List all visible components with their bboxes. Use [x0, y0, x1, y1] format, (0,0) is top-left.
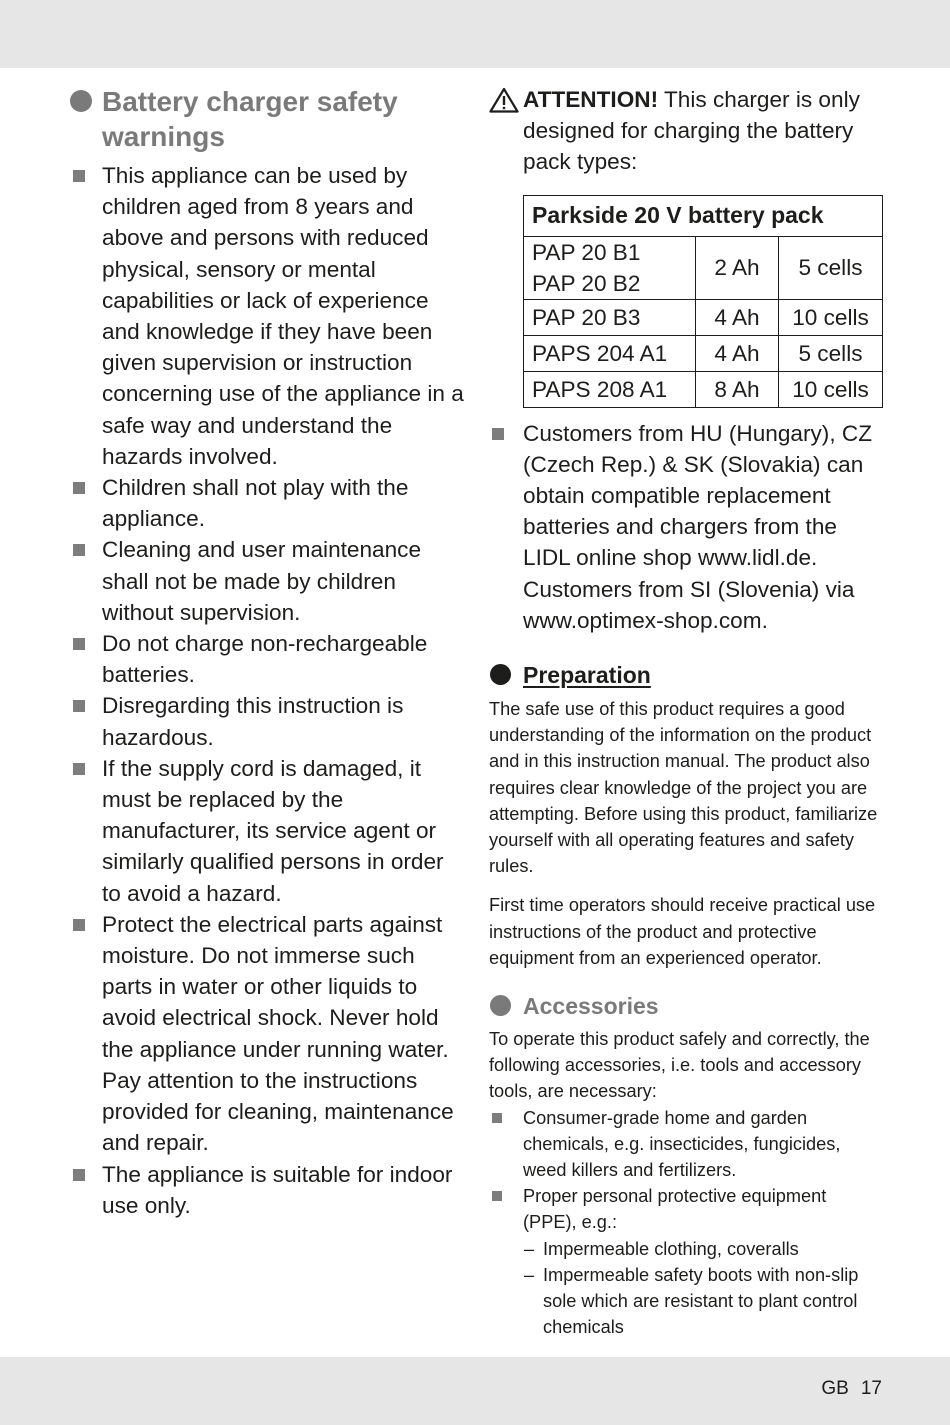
- square-bullet-icon: [73, 1169, 85, 1181]
- list-item: Disregarding this instruction is hazardous.: [70, 690, 465, 752]
- bullet-dot-icon: [490, 995, 511, 1016]
- square-bullet-icon: [492, 428, 504, 440]
- table-cell-capacity: 4 Ah: [696, 335, 779, 371]
- heading-text: Battery charger safety warnings: [102, 86, 398, 152]
- list-item: Do not charge non-rechargeable batteries.: [70, 628, 465, 690]
- language-code: GB: [821, 1378, 849, 1399]
- table-row: [524, 371, 883, 407]
- section-heading-safety-warnings: [70, 84, 465, 154]
- list-item: If the supply cord is damaged, it must be replaced by the manufacturer, its service agent or similarly qualified persons in order to avoid a hazard.: [70, 753, 465, 909]
- table-cell-capacity: 4 Ah: [696, 299, 779, 335]
- square-bullet-icon: [492, 1191, 502, 1201]
- section-heading-accessories: Accessories: [489, 991, 884, 1021]
- table-row: [524, 299, 883, 335]
- table-header: Parkside 20 V battery pack: [524, 195, 883, 236]
- table-cell-model: PAPS 208 A1: [524, 371, 696, 407]
- safety-warning-list: [70, 160, 465, 1221]
- table-cell-model: PAP 20 B1 PAP 20 B2: [524, 236, 696, 299]
- page-number: 17: [860, 1378, 882, 1399]
- sub-list-item: – Impermeable safety boots with non-slip sole which are resistant to plant control chemicals: [523, 1262, 884, 1341]
- table-cell-cells: 10 cells: [779, 299, 883, 335]
- square-bullet-icon: [73, 919, 85, 931]
- table-row: [524, 335, 883, 371]
- square-bullet-icon: [73, 700, 85, 712]
- page-footer: [809, 1378, 882, 1400]
- list-item: Children shall not play with the appliance.: [70, 472, 465, 534]
- table-cell-capacity: 8 Ah: [696, 371, 779, 407]
- top-band: [0, 0, 950, 68]
- battery-pack-table: [523, 195, 883, 408]
- bullet-dot-icon: [490, 664, 511, 685]
- customers-note-list: [489, 418, 884, 636]
- preparation-paragraph-2: First time operators should receive practical use instructions of the product and protective equipment from an experienced operator.: [489, 895, 876, 968]
- square-bullet-icon: [73, 170, 85, 182]
- table-cell-cells: 5 cells: [779, 335, 883, 371]
- list-item: This appliance can be used by children aged from 8 years and above and persons with reduced physical, sensory or mental capabilities or lack of experience and knowledge if they have been given supervision or instruction concerning use of the appliance in a safe way and understand the hazards involved.: [70, 160, 465, 472]
- table-cell-model: PAPS 204 A1: [524, 335, 696, 371]
- accessories-list: [489, 1105, 884, 1341]
- sub-list-item: – Impermeable clothing, coveralls: [523, 1236, 884, 1262]
- preparation-paragraph-1: The safe use of this product requires a good understanding of the information on the product and in this instruction manual. The product also requires clear knowledge of the project you are attempting. Before using this product, familiarize yourself with all operating features and safety rules.: [489, 699, 878, 877]
- attention-text: This charger is only designed for charging the battery pack types:: [523, 87, 860, 175]
- table-header-row: [524, 195, 883, 236]
- dash-icon: –: [524, 1264, 535, 1285]
- table-cell-model: PAP 20 B3: [524, 299, 696, 335]
- square-bullet-icon: [492, 1113, 502, 1123]
- right-column: [489, 84, 884, 1341]
- dash-icon: –: [524, 1238, 535, 1259]
- square-bullet-icon: [73, 638, 85, 650]
- left-column: [70, 84, 465, 1221]
- list-item: Consumer-grade home and garden chemicals, e.g. insecticides, fungicides, weed killers and fertilizers.: [489, 1105, 884, 1184]
- ppe-sub-list: [523, 1236, 884, 1341]
- table-row: [524, 236, 883, 299]
- list-item: Customers from HU (Hungary), CZ (Czech Rep.) & SK (Slovakia) can obtain compatible replacement batteries and chargers from the LIDL online shop www.lidl.de. Customers from SI (Slovenia) via www.optimex-shop.com.: [489, 418, 884, 636]
- bullet-dot-icon: [70, 90, 92, 112]
- attention-label: ATTENTION!: [523, 87, 659, 112]
- section-heading-preparation: Preparation: [489, 660, 884, 690]
- accessories-intro: To operate this product safely and correctly, the following accessories, i.e. tools and accessory tools, are necessary:: [489, 1029, 870, 1102]
- bottom-band: [0, 1357, 950, 1425]
- list-item: Proper personal protective equipment (PPE), e.g.: – Impermeable clothing, coveralls – Impermeable safety boots with non-slip sole which are resistant to plant control chemicals: [489, 1183, 884, 1340]
- table-cell-capacity: 2 Ah: [696, 236, 779, 299]
- square-bullet-icon: [73, 482, 85, 494]
- warning-triangle-icon: [489, 87, 519, 113]
- table-cell-cells: 10 cells: [779, 371, 883, 407]
- table-cell-cells: 5 cells: [779, 236, 883, 299]
- square-bullet-icon: [73, 544, 85, 556]
- list-item: Protect the electrical parts against moisture. Do not immerse such parts in water or other liquids to avoid electrical shock. Never hold the appliance under running water. Pay attention to the instructions provided for cleaning, maintenance and repair.: [70, 909, 465, 1159]
- attention-note: [489, 84, 884, 178]
- list-item: Cleaning and user maintenance shall not be made by children without supervision.: [70, 534, 465, 628]
- square-bullet-icon: [73, 763, 85, 775]
- list-item: The appliance is suitable for indoor use only.: [70, 1159, 465, 1221]
